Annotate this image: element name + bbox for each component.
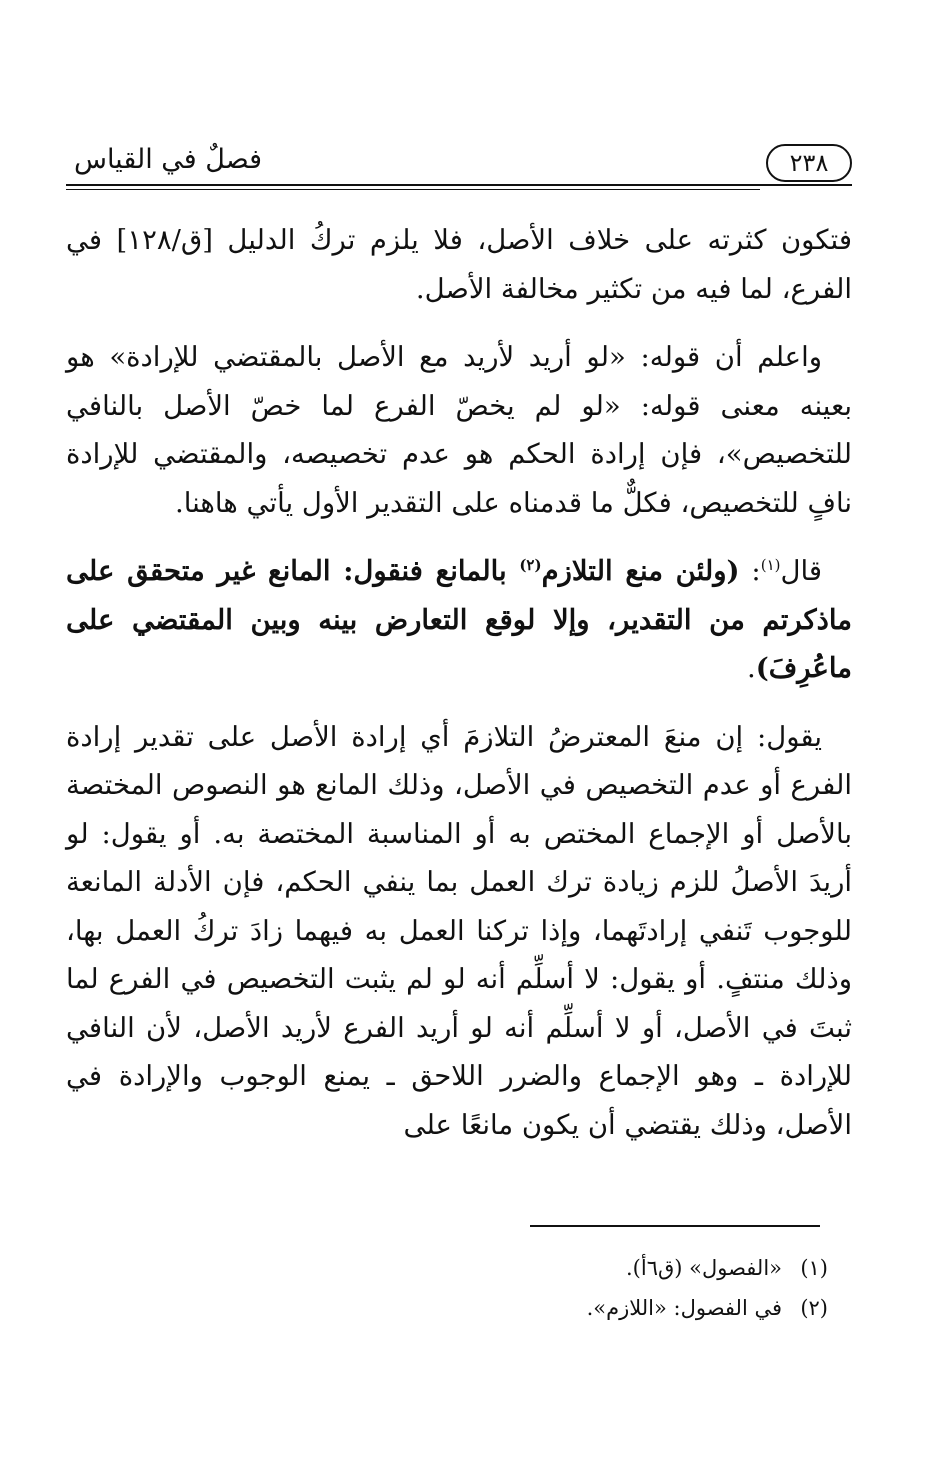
page-header [66,140,852,192]
footnote-2-text: في الفصول: «اللازم». [586,1296,782,1320]
footnote-ref-1: (١) [760,555,781,574]
quote-end: . [747,652,756,684]
quote-intro: قال [780,555,822,587]
footnote-1-text: «الفصول» (ق٦أ). [625,1256,782,1280]
footnote-2-number: (٢) [800,1296,828,1320]
footnote-1-number: (١) [800,1256,828,1280]
header-rule-thick [66,184,852,186]
quoted-text-b: بالمانع فنقول: المانع غير متحقق على ماذكرتم من التقدير، وإلا لوقع التعارض بينه وبين المقتضي على ماعُرِفَ) [66,555,852,684]
quote-colon: : [739,555,761,587]
footnote-2 [128,1288,828,1328]
footnote-ref-2: (٢) [519,555,542,574]
page-number: ٢٣٨ [766,144,852,182]
paragraph-1: فتكون كثرته على خلاف الأصل، فلا يلزم تركُ الدليل [ق/١٢٨] في الفرع، لما فيه من تكثير مخالفة الأصل. [66,224,853,305]
running-title: فصلٌ في القياس [74,144,263,175]
paragraph-3 [66,547,852,693]
paragraph-2: واعلم أن قوله: «لو أريد لأريد مع الأصل بالمقتضي للإرادة» هو بعينه معنى قوله: «لو لم يخصّ الفرع لما خصّ الأصل بالنافي للتخصيص»، فإن إرادة الحكم هو عدم تخصيصه، والمقتضي للإرادة نافٍ للتخصيص، فكلٌّ ما قدمناه على التقدير الأول يأتي هاهنا. [66,341,852,519]
footnote-1 [128,1248,828,1288]
quoted-text-a: (ولئن منع التلازم [541,555,740,587]
paragraph-4: يقول: إن منعَ المعترضُ التلازمَ أي إرادة الأصل على تقدير إرادة الفرع أو عدم التخصيص في الأصل، وذلك المانع هو النصوص المختصة بالأصل أو الإجماع المختص به أو المناسبة المختصة به. أو يقول: لو أريدَ الأصلُ للزم زيادة ترك العمل بما ينفي الحكم، فإن الأدلة المانعة للوجوب تَنفي إرادتَهما، وإذا تركنا العمل به فيهما زادَ تركُ العمل بها، وذلك منتفٍ. أو يقول: لا أسلِّم أنه لو لم يثبت التخصيص في الفرع لما ثبتَ في الأصل، أو لا أسلِّم أنه لو أريد الفرع لأريد الأصل، لأن النافي للإرادة ـ وهو الإجماع والضرر اللاحق ـ يمنع الوجوب والإرادة في الأصل، وذلك يقتضي أن يكون مانعًا على [66,720,852,1141]
footnote-separator [530,1225,820,1227]
header-rule-thin [66,189,760,190]
main-text [66,216,852,1149]
footnotes [128,1248,828,1328]
